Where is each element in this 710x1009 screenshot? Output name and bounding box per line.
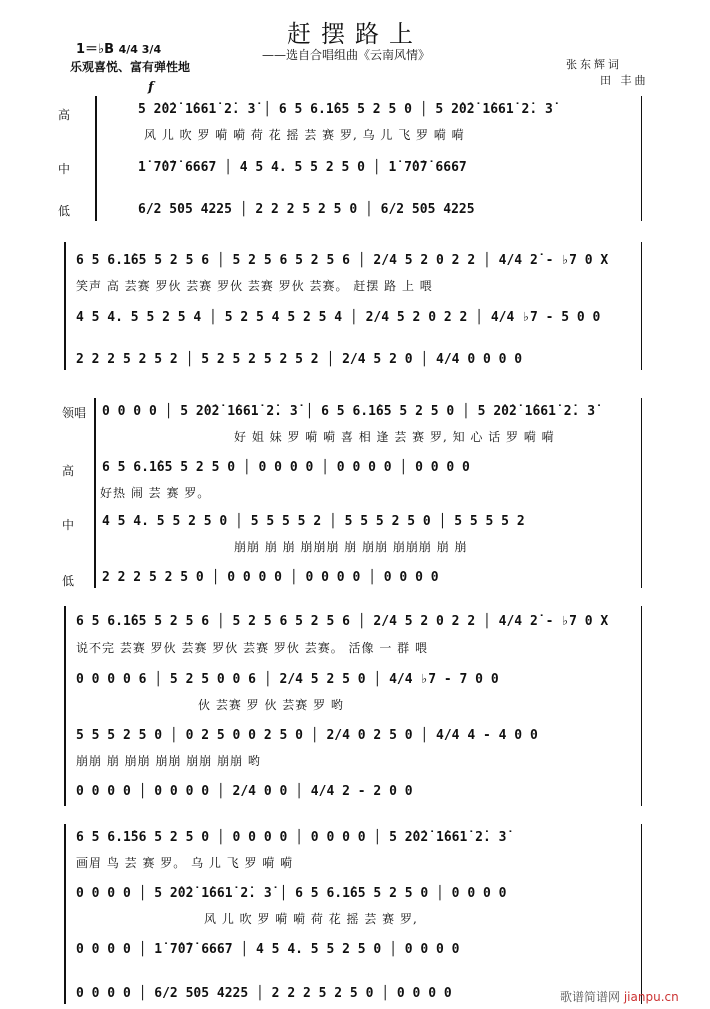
meter-text: 4/4 3/4 [118, 43, 162, 56]
voice-label-high: 高 [62, 464, 75, 478]
score-line: 4 5 4. 5 5 2 5 4 │ 5 2 5 4 5 2 5 4 │ 2/4 5 2 0 2 2 │ 4/4 ♭7 - 5 0 0 [76, 310, 601, 325]
voice-label-lead: 领唱 [62, 406, 87, 420]
dynamic-mark: f [148, 80, 154, 95]
watermark [560, 988, 679, 1005]
lyric-line: 崩崩 崩 崩崩 崩崩 崩崩 崩崩 哟 [76, 754, 261, 768]
lyric-line: 画眉 鸟 芸 赛 罗。 乌 儿 飞 罗 嗬 嗬 [76, 856, 294, 870]
page-title: 赶摆路上 [287, 20, 423, 48]
score-line: 6 5 6.1̇56 5 2 5 0 │ 0 0 0 0 │ 0 0 0 0 │ 5 2̇0̇2̇ 1̇661̇ 2̇. 3̇ [76, 830, 507, 845]
lyric-line: 风 儿 吹 罗 嗬 嗬 荷 花 摇 芸 赛 罗, 乌 儿 飞 罗 嗬 嗬 [144, 128, 465, 142]
lyric-line: 好 姐 妹 罗 嗬 嗬 喜 相 逢 芸 赛 罗, 知 心 话 罗 嗬 嗬 [234, 430, 555, 444]
lyric-line: 风 儿 吹 罗 嗬 嗬 荷 花 摇 芸 赛 罗, [204, 912, 418, 926]
score-line: 6/2 505 4225 │ 2 2 2 5 2 5 0 │ 6/2 505 4225 [138, 202, 475, 217]
score-line: 1̇ 7̇0̇7̇ 6667 │ 4 5 4. 5 5 2 5 0 │ 1̇ 7̇0̇7̇ 6667 [138, 160, 467, 175]
composer-credit: 田 丰曲 [600, 74, 649, 87]
score-line: 5 5 5 2 5 0 │ 0 2 5 0 0 2 5 0 │ 2/4 0 2 5 0 │ 4/4 4 - 4 0 0 [76, 728, 538, 743]
score-line: 0 0 0 0 │ 6/2 505 4225 │ 2 2 2 5 2 5 0 │ 0 0 0 0 [76, 986, 452, 1001]
lyricist-credit: 张东辉词 [566, 58, 622, 71]
key-text: 1＝♭B [76, 42, 115, 57]
watermark-url: jianpu.cn [623, 990, 679, 1004]
score-line: 5 2̇0̇2̇ 1̇661̇ 2̇. 3̇ │ 6 5 6.1̇65 5 2 5 0 │ 5 2̇0̇2̇ 1̇661̇ 2̇. 3̇ [138, 102, 553, 117]
voice-label-low: 低 [62, 574, 75, 588]
score-line: 2 2 2 5 2 5 0 │ 0 0 0 0 │ 0 0 0 0 │ 0 0 0 0 [102, 570, 439, 585]
voice-label-high: 高 [58, 108, 71, 122]
voice-label-mid: 中 [58, 162, 71, 176]
subtitle: ——选自合唱组曲《云南风情》 [262, 48, 431, 62]
score-line: 6 5 6.1̇65 5 2 5 6 │ 5 2 5 6 5 2 5 6 │ 2/4 5 2 0 2 2 │ 4/4 2̇ - ♭7 0 X [76, 614, 609, 629]
lyric-line: 好热 闹 芸 赛 罗。 [100, 486, 211, 500]
expression-mark: 乐观喜悦、富有弹性地 [70, 60, 191, 74]
lyric-line: 笑声 高 芸赛 罗伙 芸赛 罗伙 芸赛 罗伙 芸赛。 赶摆 路 上 喂 [76, 279, 433, 293]
score-line: 2 2 2 5 2 5 2 │ 5 2 5 2 5 2 5 2 │ 2/4 5 2 0 │ 4/4 0 0 0 0 [76, 352, 523, 367]
lyric-line: 崩崩 崩 崩 崩崩崩 崩 崩崩 崩崩崩 崩 崩 [234, 540, 468, 554]
score-line: 0 0 0 0 │ 0 0 0 0 │ 2/4 0 0 │ 4/4 2 - 2 0 0 [76, 784, 413, 799]
lyric-line: 说不完 芸赛 罗伙 芸赛 罗伙 芸赛 罗伙 芸赛。 活像 一 群 喂 [76, 641, 428, 655]
voice-label-low: 低 [58, 204, 71, 218]
score-line: 0 0 0 0 │ 5 2̇0̇2̇ 1̇661̇ 2̇. 3̇ │ 6 5 6.1̇65 5 2 5 0 │ 5 2̇0̇2̇ 1̇661̇ 2̇. 3̇ [102, 404, 596, 419]
score-line: 6 5 6.1̇65 5 2 5 6 │ 5 2 5 6 5 2 5 6 │ 2/4 5 2 0 2 2 │ 4/4 2̇ - ♭7 0 X [76, 253, 609, 268]
score-line: 0 0 0 0 │ 1̇ 7̇0̇7̇ 6667 │ 4 5 4. 5 5 2 5 0 │ 0 0 0 0 [76, 942, 460, 957]
watermark-site: 歌谱简谱网 [560, 990, 621, 1004]
key-signature [76, 38, 161, 57]
voice-label-mid: 中 [62, 518, 75, 532]
score-line: 6 5 6.1̇65 5 2 5 0 │ 0 0 0 0 │ 0 0 0 0 │ 0 0 0 0 [102, 460, 470, 475]
score-line: 4 5 4. 5 5 2 5 0 │ 5 5 5 5 2 │ 5 5 5 2 5 0 │ 5 5 5 5 2 [102, 514, 525, 529]
score-line: 0 0 0 0 │ 5 2̇0̇2̇ 1̇661̇ 2̇. 3̇ │ 6 5 6.1̇65 5 2 5 0 │ 0 0 0 0 [76, 886, 507, 901]
score-line: 0 0 0 0 6 │ 5 2 5 0 0 6 │ 2/4 5 2 5 0 │ 4/4 ♭7 - 7 0 0 [76, 672, 499, 687]
lyric-line: 伙 芸赛 罗 伙 芸赛 罗 哟 [198, 698, 344, 712]
